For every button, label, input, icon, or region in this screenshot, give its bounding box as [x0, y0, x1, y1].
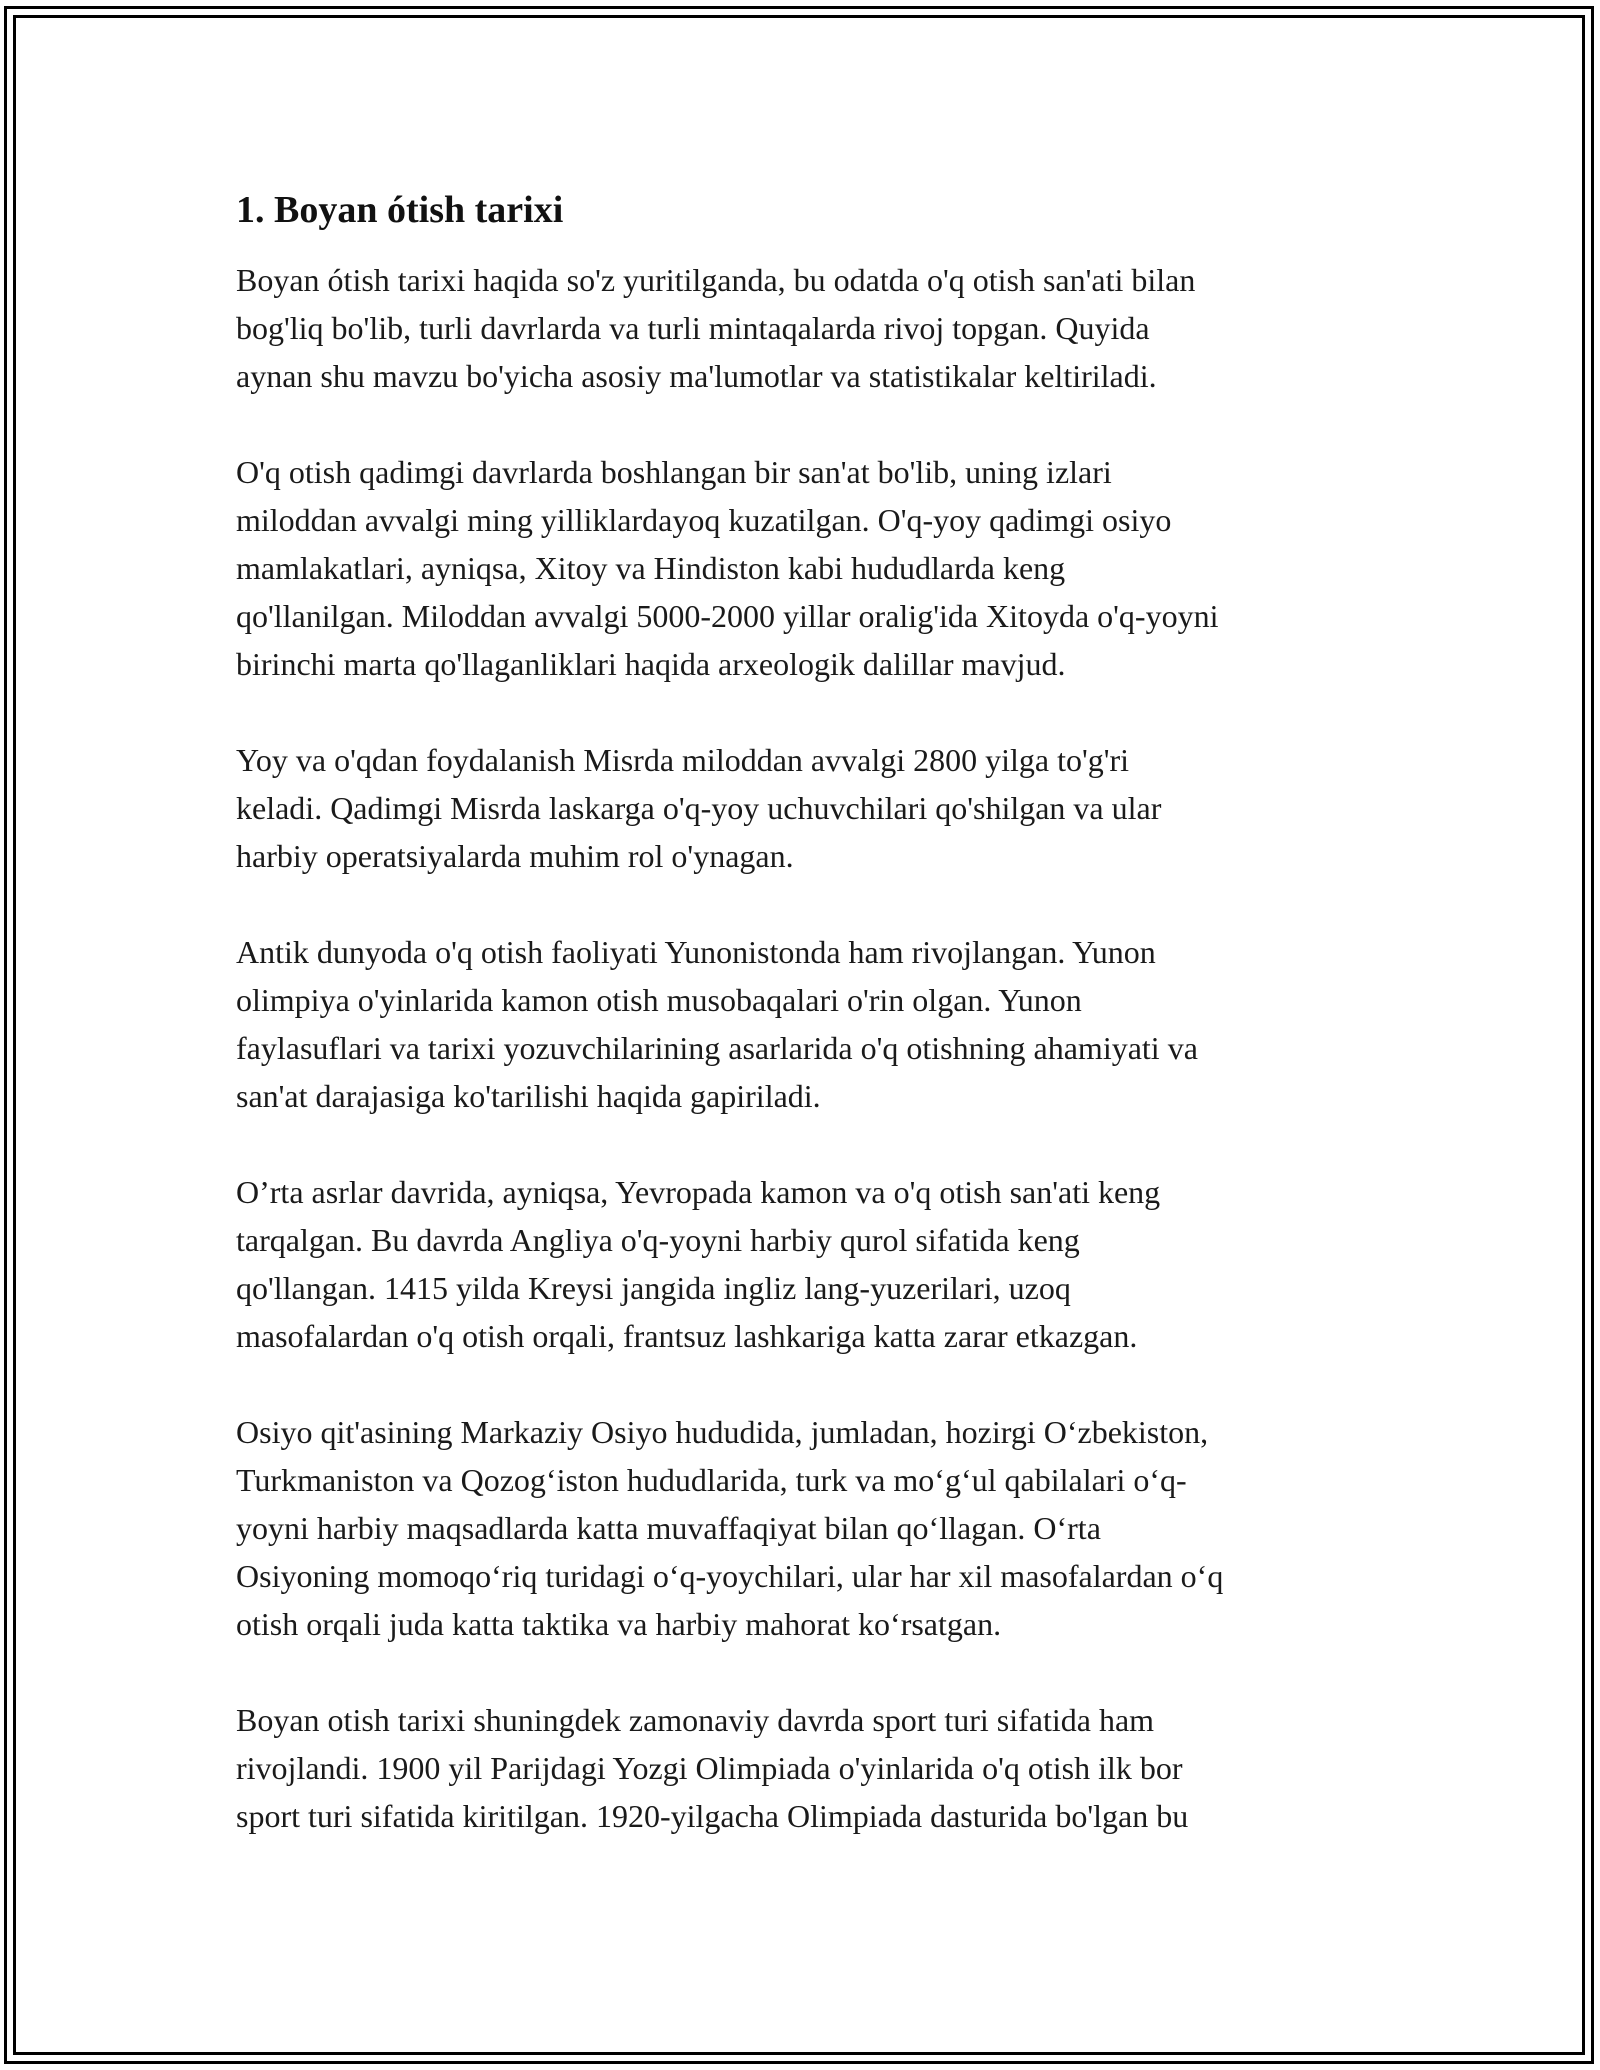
paragraph-1	[236, 256, 1372, 400]
paragraph-line: yoyni harbiy maqsadlarda katta muvaffaqiyat bilan qo‘llagan. O‘rta	[236, 1510, 1101, 1546]
paragraph-line: mamlakatlari, ayniqsa, Xitoy va Hindiston kabi hududlarda keng	[236, 550, 1066, 586]
paragraph-line: masofalardan o'q otish orqali, frantsuz lashkariga katta zarar etkazgan.	[236, 1318, 1138, 1354]
paragraph-line: sport turi sifatida kiritilgan. 1920-yilgacha Olimpiada dasturida bo'lgan bu	[236, 1798, 1189, 1834]
paragraph-line: Osiyo qit'asining Markaziy Osiyo hududida, jumladan, hozirgi O‘zbekiston,	[236, 1414, 1209, 1450]
paragraph-line: harbiy operatsiyalarda muhim rol o'ynagan.	[236, 838, 794, 874]
paragraph-line: Turkmaniston va Qozog‘iston hududlarida, turk va mo‘g‘ul qabilalari o‘q-	[236, 1462, 1187, 1498]
paragraph-line: Osiyoning momoqo‘riq turidagi o‘q-yoychilari, ular har xil masofalardan o‘q	[236, 1558, 1224, 1594]
paragraph-line: faylasuflari va tarixi yozuvchilarining asarlarida o'q otishning ahamiyati va	[236, 1030, 1198, 1066]
paragraph-line: qo'llangan. 1415 yilda Kreysi jangida ingliz lang-yuzerilari, uzoq	[236, 1270, 1071, 1306]
paragraph-line: keladi. Qadimgi Misrda laskarga o'q-yoy uchuvchilari qo'shilgan va ular	[236, 790, 1162, 826]
paragraph-line: rivojlandi. 1900 yil Parijdagi Yozgi Olimpiada o'yinlarida o'q otish ilk bor	[236, 1750, 1183, 1786]
paragraph-line: Boyan ótish tarixi haqida so'z yuritilganda, bu odatda o'q otish san'ati bilan	[236, 262, 1196, 298]
section-heading: 1. Boyan ótish tarixi	[236, 189, 564, 231]
paragraph-line: tarqalgan. Bu davrda Angliya o'q-yoyni harbiy qurol sifatida keng	[236, 1222, 1080, 1258]
paragraph-line: olimpiya o'yinlarida kamon otish musobaqalari o'rin olgan. Yunon	[236, 982, 1082, 1018]
paragraph-line: O'q otish qadimgi davrlarda boshlangan bir san'at bo'lib, uning izlari	[236, 454, 1112, 490]
paragraph-line: miloddan avvalgi ming yilliklardayoq kuzatilgan. O'q-yoy qadimgi osiyo	[236, 502, 1172, 538]
paragraph-5	[236, 1168, 1372, 1360]
paragraph-line: aynan shu mavzu bo'yicha asosiy ma'lumotlar va statistikalar keltiriladi.	[236, 358, 1157, 394]
paragraph-6	[236, 1408, 1372, 1648]
paragraph-line: Yoy va o'qdan foydalanish Misrda miloddan avvalgi 2800 yilga to'g'ri	[236, 742, 1130, 778]
paragraph-line: san'at darajasiga ko'tarilishi haqida gapiriladi.	[236, 1078, 821, 1114]
paragraph-line: O’rta asrlar davrida, ayniqsa, Yevropada kamon va o'q otish san'ati keng	[236, 1174, 1161, 1210]
paragraph-line: Antik dunyoda o'q otish faoliyati Yunonistonda ham rivojlangan. Yunon	[236, 934, 1156, 970]
paragraph-4	[236, 928, 1372, 1120]
document-body	[236, 186, 1372, 1888]
paragraph-line: bog'liq bo'lib, turli davrlarda va turli mintaqalarda rivoj topgan. Quyida	[236, 310, 1150, 346]
paragraph-2	[236, 448, 1372, 688]
paragraph-line: qo'llanilgan. Miloddan avvalgi 5000-2000 yillar oralig'ida Xitoyda o'q-yoyni	[236, 598, 1219, 634]
paragraph-3	[236, 736, 1372, 880]
paragraph-line: otish orqali juda katta taktika va harbiy mahorat ko‘rsatgan.	[236, 1606, 1002, 1642]
paragraph-line: birinchi marta qo'llaganliklari haqida arxeologik dalillar mavjud.	[236, 646, 1066, 682]
paragraph-7	[236, 1696, 1372, 1840]
paragraph-line: Boyan otish tarixi shuningdek zamonaviy davrda sport turi sifatida ham	[236, 1702, 1155, 1738]
